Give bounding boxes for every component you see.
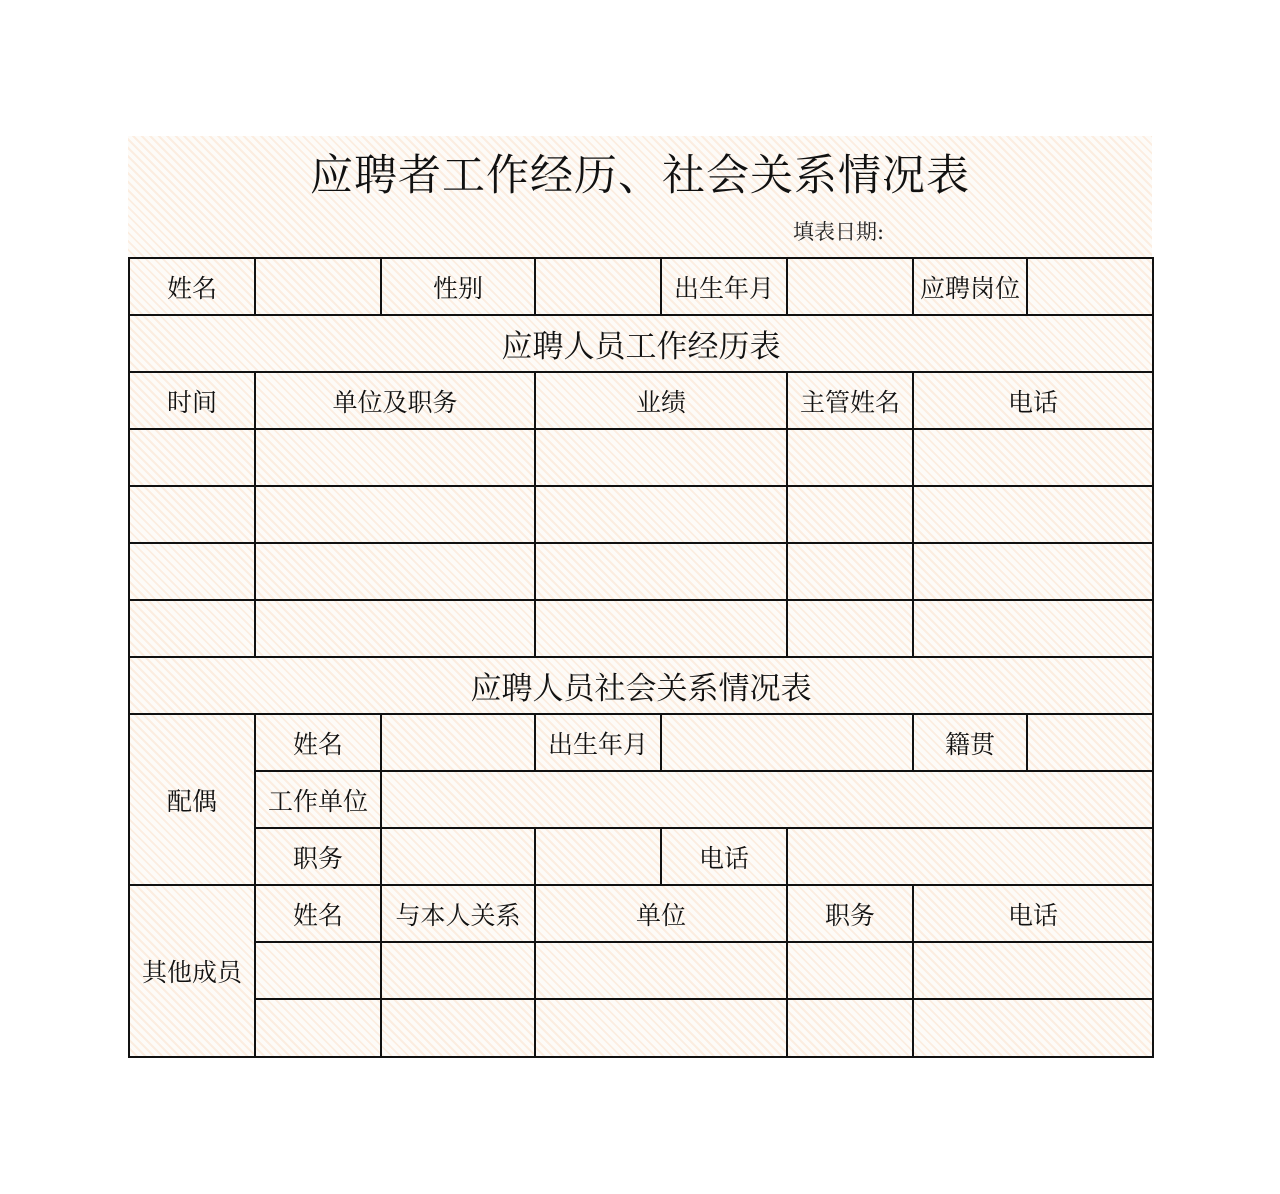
spouse-job-label-text: 职务 [292,843,343,873]
work-header-4-text: 电话 [1007,387,1058,417]
other-row-1-col-2[interactable] [534,998,788,1058]
fill-date-label: 填表日期: [793,220,885,244]
spouse-phone-label [660,827,788,886]
work-row-2-col-1[interactable] [254,542,536,601]
other-header-0 [254,884,382,943]
name-input[interactable] [254,257,382,316]
gender-label-text: 性别 [432,273,483,303]
work-row-2-col-3[interactable] [786,542,914,601]
spouse-label [128,713,256,886]
work-row-1-col-2[interactable] [534,485,788,544]
position-label [912,257,1028,316]
other-row-1-col-1[interactable] [380,998,536,1058]
work-row-0-col-0[interactable] [128,428,256,487]
position-input[interactable] [1026,257,1154,316]
spouse-name-label [254,713,382,772]
form-title: 应聘者工作经历、社会关系情况表 [310,151,970,201]
work-row-3-col-2[interactable] [534,599,788,658]
birth-label-text: 出生年月 [673,273,774,303]
work-header-2-text: 业绩 [635,387,686,417]
work-row-2-col-2[interactable] [534,542,788,601]
spouse-phone-input[interactable] [786,827,1154,886]
work-header-3-text: 主管姓名 [799,387,900,417]
other-row-0-col-3[interactable] [786,941,914,1000]
other-row-1-col-0[interactable] [254,998,382,1058]
spouse-birth-label [534,713,662,772]
birth-label [660,257,788,316]
name-label-text: 姓名 [166,273,217,303]
other-row-0-col-2[interactable] [534,941,788,1000]
birth-input[interactable] [786,257,914,316]
spouse-job-input[interactable] [380,827,536,886]
spouse-label-text: 配偶 [166,786,217,816]
spouse-native-place-label-text: 籍贯 [944,729,995,759]
work-row-3-col-1[interactable] [254,599,536,658]
spouse-job-label [254,827,382,886]
spouse-work-unit-label-text: 工作单位 [267,786,368,816]
position-label-text: 应聘岗位 [919,273,1020,303]
work-header-1-text: 单位及职务 [332,387,458,417]
other-header-3-text: 职务 [824,900,875,930]
spouse-phone-label-text: 电话 [698,843,749,873]
work-row-0-col-4[interactable] [912,428,1154,487]
spouse-birth-input[interactable] [660,713,914,772]
work-header-0-text: 时间 [166,387,217,417]
spouse-birth-label-text: 出生年月 [547,729,648,759]
work-header-2 [534,371,788,430]
gender-input[interactable] [534,257,662,316]
work-row-1-col-3[interactable] [786,485,914,544]
other-row-0-col-4[interactable] [912,941,1154,1000]
name-label [128,257,256,316]
spouse-name-input[interactable] [380,713,536,772]
other-header-1 [380,884,536,943]
other-header-4 [912,884,1154,943]
other-row-0-col-1[interactable] [380,941,536,1000]
work-row-1-col-0[interactable] [128,485,256,544]
work-row-2-col-0[interactable] [128,542,256,601]
work-row-3-col-3[interactable] [786,599,914,658]
other-header-2-text: 单位 [635,900,686,930]
other-header-1-text: 与本人关系 [395,900,521,930]
other-row-0-col-0[interactable] [254,941,382,1000]
other-members-label-text: 其他成员 [141,958,242,987]
work-header-0 [128,371,256,430]
other-row-1-col-3[interactable] [786,998,914,1058]
work-row-1-col-4[interactable] [912,485,1154,544]
work-row-0-col-3[interactable] [786,428,914,487]
other-header-0-text: 姓名 [292,900,343,930]
work-header-1 [254,371,536,430]
other-header-2 [534,884,788,943]
spouse-job-input-2[interactable] [534,827,662,886]
spouse-work-unit-label [254,770,382,829]
work-row-3-col-4[interactable] [912,599,1154,658]
other-members-label [128,884,256,1058]
work-row-2-col-4[interactable] [912,542,1154,601]
work-row-0-col-1[interactable] [254,428,536,487]
work-row-0-col-2[interactable] [534,428,788,487]
spouse-work-unit-input[interactable] [380,770,1154,829]
spouse-name-label-text: 姓名 [292,729,343,759]
work-header-4 [912,371,1154,430]
social-relations-title [128,656,1154,715]
work-row-3-col-0[interactable] [128,599,256,658]
spouse-native-place-label [912,713,1028,772]
spouse-native-place-input[interactable] [1026,713,1154,772]
other-header-3 [786,884,914,943]
work-history-title [128,314,1154,373]
gender-label [380,257,536,316]
other-header-4-text: 电话 [1007,900,1058,930]
work-history-title-text: 应聘人员工作经历表 [501,329,781,365]
work-header-3 [786,371,914,430]
social-relations-title-text: 应聘人员社会关系情况表 [470,671,812,707]
work-row-1-col-1[interactable] [254,485,536,544]
other-row-1-col-4[interactable] [912,998,1154,1058]
